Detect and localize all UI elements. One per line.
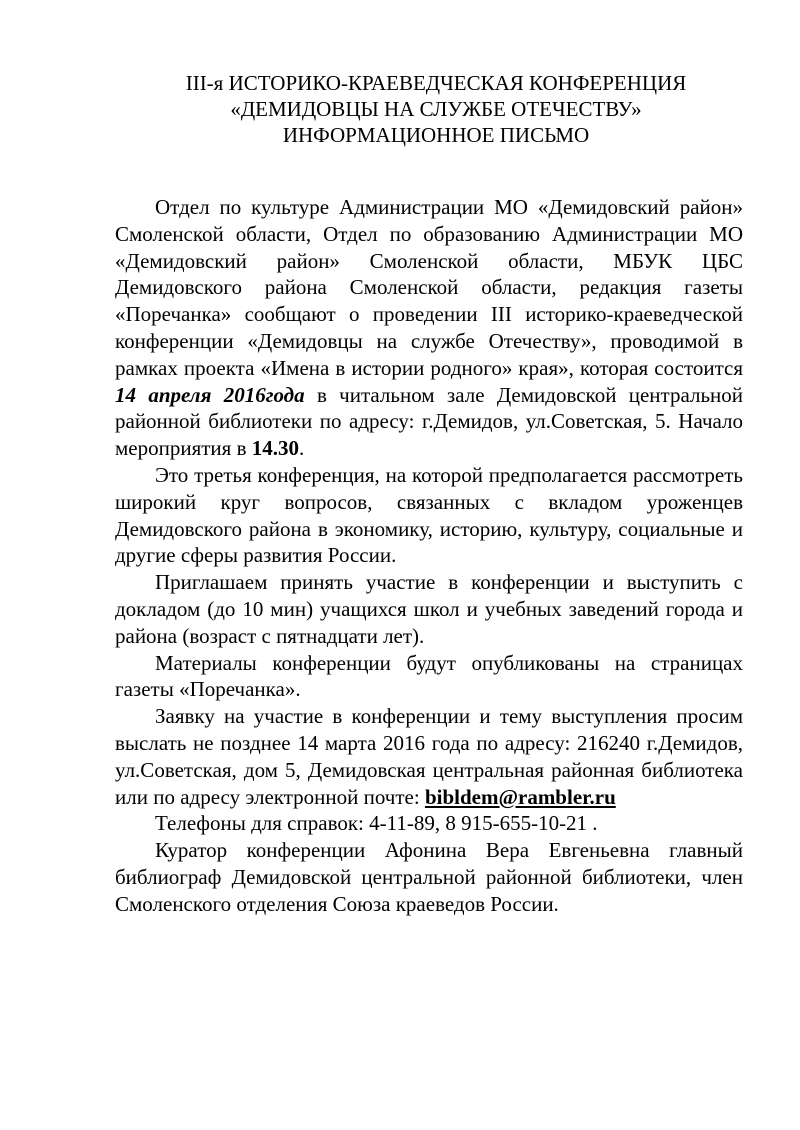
venue-text: в читальном зале Демидовской центральной районной библиотеки по адресу: г.Демидов, ул.Советская, 5. Начало мероприятия в [115,382,744,461]
paragraph-publication: Материалы конференции будут опубликованы на страницах газеты «Поречанка». [115,650,743,702]
paragraph-topics: Это третья конференция, на которой предполагается рассмотреть широкий круг вопросов, связанных с вкладом уроженцев Демидовского района в экономику, историю, культуру, социальные и другие сферы развития России. [115,462,743,568]
paragraph-application [115,703,743,810]
paragraph-invitation: Приглашаем принять участие в конференции и выступить с докладом (до 10 мин) учащихся школ и учебных заведений города и района (возраст с пятнадцати лет). [115,570,743,648]
document-type: ИНФОРМАЦИОННОЕ ПИСЬМО [282,123,590,147]
document-header [129,70,743,148]
email-link[interactable]: bibldem@rambler.ru [424,784,616,809]
letter-body [115,194,743,918]
paragraph-phones: Телефоны для справок: 4-11-89, 8 915-655-10-21 . [155,811,598,836]
conference-title: III-я ИСТОРИКО-КРАЕВЕДЧЕСКАЯ КОНФЕРЕНЦИЯ [185,71,687,95]
conference-name: «ДЕМИДОВЦЫ НА СЛУЖБЕ ОТЕЧЕСТВУ» [230,97,642,121]
paragraph-curator: Куратор конференции Афонина Вера Евгеньевна главный библиограф Демидовской центральной районной библиотеки, член Смоленского отделения Союза краеведов России. [115,838,743,916]
organizers-text: Отдел по культуре Администрации МО «Демидовский район» Смоленской области, Отдел по образованию Администрации МО «Демидовский район» Смоленской области, МБУК ЦБС Демидовского района Смоленской области, редакция газеты «Поречанка» сообщают о проведении III историко-краеведческой конференции «Демидовцы на службе Отечеству», проводимой в рамках проекта «Имена в истории родного» края», которая состоится [115,195,743,380]
document-page [115,70,743,918]
event-time: 14.30 [251,436,299,461]
sentence-end: . [299,436,305,461]
paragraph-organizers [115,194,743,462]
event-date: 14 апреля 2016года [115,382,305,407]
application-text: Заявку на участие в конференции и тему выступления просим выслать не позднее 14 марта 2016 года по адресу: 216240 г.Демидов, ул.Советская, дом 5, Демидовская центральная районная библиотека или по адресу электронной почте: [115,704,743,809]
